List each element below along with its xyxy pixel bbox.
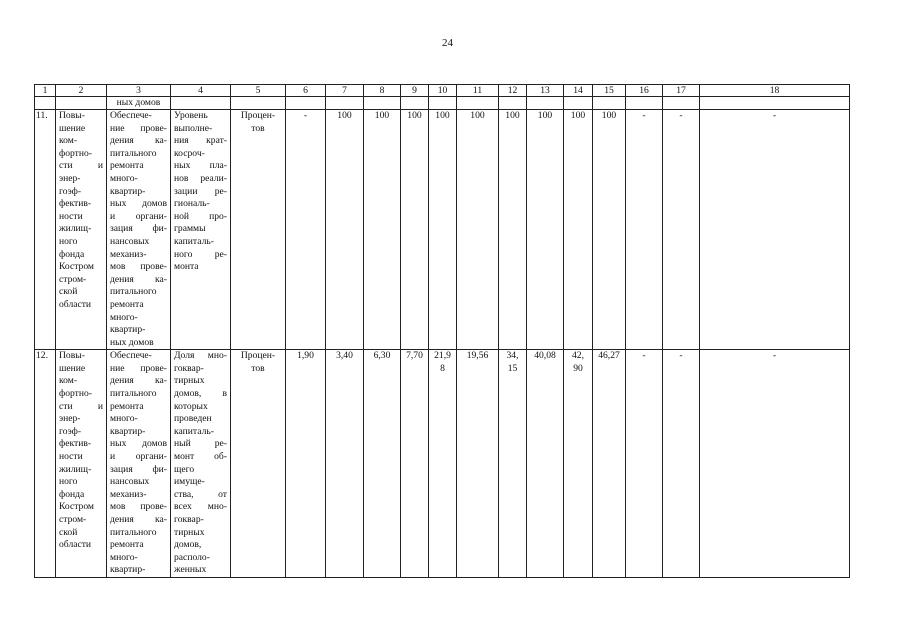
value-line: 46,27: [598, 350, 620, 362]
cont-cell-3: ных домов: [107, 97, 171, 110]
unit-cell: [231, 350, 286, 578]
task-line: много-: [110, 551, 138, 563]
value-cell-7: [326, 110, 364, 350]
value-line: -: [303, 110, 308, 121]
goal-line: гоэф-: [59, 185, 82, 197]
header-cell-10: 10: [429, 85, 457, 97]
value-line: 100: [601, 110, 617, 121]
task-line: дения ка-: [110, 273, 167, 285]
cont-cell-5: [231, 97, 286, 110]
value-cell-12: [499, 350, 527, 578]
indicator-line: ных пла-: [174, 160, 227, 172]
value-line: 6,30: [373, 350, 391, 362]
cont-cell-7: [326, 97, 364, 110]
task-line: механиз-: [110, 248, 147, 260]
header-cell-15: 15: [593, 85, 626, 97]
task-cell: [107, 350, 171, 578]
value-cell-6: [286, 110, 326, 350]
value-cell-10: [429, 110, 457, 350]
goal-line: фектив-: [59, 198, 92, 210]
row-number: 11.: [35, 110, 56, 350]
cont-cell-8: [364, 97, 401, 110]
value-line: 100: [570, 110, 586, 121]
task-line: ных домов: [110, 198, 167, 210]
value-line: 40,08: [534, 350, 556, 362]
header-cell-13: 13: [527, 85, 564, 97]
indicator-line: гоквар-: [174, 362, 204, 374]
value-line: 34,: [506, 350, 519, 362]
goal-cell: [56, 350, 107, 578]
value-cell-11: [457, 350, 499, 578]
header-cell-17: 17: [663, 85, 700, 97]
value-cell-10: [429, 350, 457, 578]
header-cell-7: 7: [326, 85, 364, 97]
goal-line: фортно-: [59, 388, 93, 400]
cont-cell-1: [35, 97, 56, 110]
header-cell-9: 9: [401, 85, 429, 97]
indicator-line: ния крат-: [174, 135, 227, 147]
row-number: 12.: [35, 350, 56, 578]
value-cell-8: [364, 110, 401, 350]
task-line: дения ка-: [110, 514, 167, 525]
indicator-line: косроч-: [174, 147, 205, 159]
header-cell-2: 2: [56, 85, 107, 97]
indicator-line: гиональ-: [174, 198, 210, 210]
indicator-line: всех мно-: [174, 501, 227, 513]
value-line: 100: [537, 110, 553, 121]
task-line: ремонта: [110, 539, 144, 551]
value-cell-16: [626, 350, 663, 578]
value-line: 15: [507, 362, 518, 374]
value-cell-13: [527, 110, 564, 350]
indicator-line: щего: [174, 463, 195, 475]
task-line: ние прове-: [110, 122, 167, 134]
goal-line: ности: [59, 210, 83, 222]
value-cell-18: [700, 350, 850, 578]
indicators-table: [34, 84, 850, 578]
goal-line: ного: [59, 476, 78, 488]
indicator-line: капиталь-: [174, 235, 214, 247]
indicator-cell: [171, 350, 231, 578]
value-line: 100: [337, 110, 352, 121]
goal-line: фонда: [59, 248, 85, 260]
goal-line: Повы-: [59, 350, 85, 362]
goal-line: гоэф-: [59, 425, 82, 437]
value-cell-9: [401, 350, 429, 578]
indicator-line: нов реали-: [174, 172, 227, 184]
goal-cell: [56, 110, 107, 350]
task-line: квартир-: [110, 425, 146, 437]
value-line: 7,70: [406, 350, 423, 362]
goal-line: ности: [59, 451, 83, 463]
header-cell-5: 5: [231, 85, 286, 97]
indicator-line: женных: [174, 564, 207, 576]
header-cell-4: 4: [171, 85, 231, 97]
cont-cell-16: [626, 97, 663, 110]
indicator-line: ства, от: [174, 488, 227, 500]
value-line: 8: [440, 362, 445, 374]
task-line: квартир-: [110, 324, 146, 336]
goal-line: сти и: [59, 400, 103, 412]
task-line: зация фи-: [110, 463, 167, 475]
goal-line: Костром: [59, 501, 95, 513]
indicator-line: домов, в: [174, 388, 227, 400]
task-line: питального: [110, 388, 157, 400]
header-cell-11: 11: [457, 85, 499, 97]
value-cell-16: [626, 110, 663, 350]
indicator-line: ной про-: [174, 210, 227, 222]
indicator-line: монт об-: [174, 451, 227, 463]
task-line: питального: [110, 286, 157, 298]
header-cell-3: 3: [107, 85, 171, 97]
task-line: дения ка-: [110, 375, 167, 387]
cont-cell-14: [564, 97, 593, 110]
goal-line: ного: [59, 235, 78, 247]
goal-line: ской: [59, 526, 78, 538]
value-line: -: [642, 110, 646, 121]
task-line: квартир-: [110, 564, 146, 576]
value-cell-15: [593, 350, 626, 578]
value-line: -: [772, 350, 777, 362]
value-line: -: [679, 110, 683, 121]
value-line: 100: [435, 110, 450, 121]
indicator-line: капиталь-: [174, 425, 214, 437]
header-cell-6: 6: [286, 85, 326, 97]
goal-line: фортно-: [59, 147, 93, 159]
indicator-line: которых: [174, 400, 208, 412]
goal-line: ской: [59, 286, 78, 298]
value-line: 100: [407, 110, 422, 121]
task-line: нансовых: [110, 476, 150, 488]
continuation-row: [35, 97, 850, 110]
cont-cell-15: [593, 97, 626, 110]
goal-line: шение: [59, 122, 86, 134]
header-cell-12: 12: [499, 85, 527, 97]
value-cell-14: [564, 350, 593, 578]
value-cell-17: [663, 110, 700, 350]
cont-cell-12: [499, 97, 527, 110]
goal-line: стром-: [59, 514, 87, 525]
task-line: много-: [110, 413, 138, 425]
task-line: ных домов: [110, 438, 167, 450]
table-row: [35, 110, 850, 350]
task-line: дения ка-: [110, 135, 167, 147]
task-line: много-: [110, 311, 138, 323]
value-cell-17: [663, 350, 700, 578]
goal-line: ком-: [59, 375, 78, 387]
value-line: 100: [470, 110, 485, 121]
header-cell-8: 8: [364, 85, 401, 97]
goal-line: энер-: [59, 413, 81, 425]
value-line: 3,40: [336, 350, 353, 362]
value-line: 21,9: [434, 350, 451, 362]
task-line: Обеспече-: [110, 110, 152, 121]
cont-cell-11: [457, 97, 499, 110]
table-row: [35, 350, 850, 578]
goal-line: жилищ-: [59, 223, 92, 235]
value-line: 1,90: [297, 350, 314, 362]
value-cell-12: [499, 110, 527, 350]
value-cell-14: [564, 110, 593, 350]
header-cell-16: 16: [626, 85, 663, 97]
cont-cell-10: [429, 97, 457, 110]
page-number: 24: [442, 37, 453, 49]
task-line: питального: [110, 526, 157, 538]
task-line: и органи-: [110, 451, 167, 463]
header-row: [35, 85, 850, 97]
cont-cell-17: [663, 97, 700, 110]
value-line: -: [772, 110, 777, 121]
goal-line: ком-: [59, 135, 78, 147]
goal-line: фектив-: [59, 438, 92, 450]
cont-cell-13: [527, 97, 564, 110]
unit-line: Процен-: [240, 350, 276, 362]
value-cell-6: [286, 350, 326, 578]
task-line: ремонта: [110, 298, 144, 310]
goal-line: Костром: [59, 261, 95, 273]
indicator-line: граммы: [174, 223, 206, 235]
task-line: ремонта: [110, 400, 144, 412]
indicator-line: зации ре-: [174, 185, 227, 197]
goal-line: области: [59, 539, 92, 551]
indicator-line: Доля мно-: [174, 350, 227, 362]
header-cell-1: 1: [35, 85, 56, 97]
indicator-cell: [171, 110, 231, 350]
value-line: 42,: [572, 350, 584, 362]
goal-line: области: [59, 298, 92, 310]
indicator-line: располо-: [174, 551, 210, 563]
cont-cell-18: [700, 97, 850, 110]
indicator-line: тирных: [174, 526, 205, 538]
task-line: ных домов: [110, 336, 154, 348]
indicator-line: гоквар-: [174, 514, 204, 525]
task-line: и органи-: [110, 210, 167, 222]
value-cell-7: [326, 350, 364, 578]
task-line: нансовых: [110, 235, 150, 247]
value-line: 19,56: [466, 350, 489, 362]
value-line: 90: [573, 362, 583, 374]
indicator-line: имуще-: [174, 476, 205, 488]
task-line: питального: [110, 147, 157, 159]
value-line: 100: [374, 110, 390, 121]
goal-line: жилищ-: [59, 463, 92, 475]
task-line: мов прове-: [110, 501, 167, 513]
indicator-line: ный ре-: [174, 438, 227, 450]
unit-cell: [231, 110, 286, 350]
goal-line: энер-: [59, 172, 81, 184]
indicator-line: проведен: [174, 413, 212, 425]
cont-cell-9: [401, 97, 429, 110]
value-cell-15: [593, 110, 626, 350]
goal-line: стром-: [59, 273, 87, 285]
value-cell-18: [700, 110, 850, 350]
task-line: Обеспече-: [110, 350, 152, 362]
task-line: ремонта: [110, 160, 144, 172]
task-line: механиз-: [110, 488, 147, 500]
value-cell-11: [457, 110, 499, 350]
value-line: -: [679, 350, 683, 362]
cont-cell-2: [56, 97, 107, 110]
goal-line: фонда: [59, 488, 85, 500]
task-line: много-: [110, 172, 138, 184]
goal-line: шение: [59, 362, 86, 374]
task-line: квартир-: [110, 185, 146, 197]
header-cell-18: 18: [700, 85, 850, 97]
value-cell-8: [364, 350, 401, 578]
task-line: мов прове-: [110, 261, 167, 273]
task-line: ние прове-: [110, 362, 167, 374]
cont-cell-4: [171, 97, 231, 110]
indicator-line: выполне-: [174, 122, 213, 134]
unit-line: тов: [251, 122, 265, 134]
value-line: 100: [505, 110, 520, 121]
value-cell-9: [401, 110, 429, 350]
task-line: зация фи-: [110, 223, 167, 235]
unit-line: Процен-: [240, 110, 276, 121]
indicator-line: Уровень: [174, 110, 208, 121]
goal-line: Повы-: [59, 110, 85, 121]
indicator-line: ного ре-: [174, 248, 227, 260]
indicator-line: домов,: [174, 539, 202, 551]
indicator-line: тирных: [174, 375, 205, 387]
value-line: -: [642, 350, 646, 362]
unit-line: тов: [251, 362, 265, 374]
header-cell-14: 14: [564, 85, 593, 97]
goal-line: сти и: [59, 160, 103, 172]
task-cell: [107, 110, 171, 350]
cont-cell-6: [286, 97, 326, 110]
value-cell-13: [527, 350, 564, 578]
indicator-line: монта: [174, 261, 199, 273]
